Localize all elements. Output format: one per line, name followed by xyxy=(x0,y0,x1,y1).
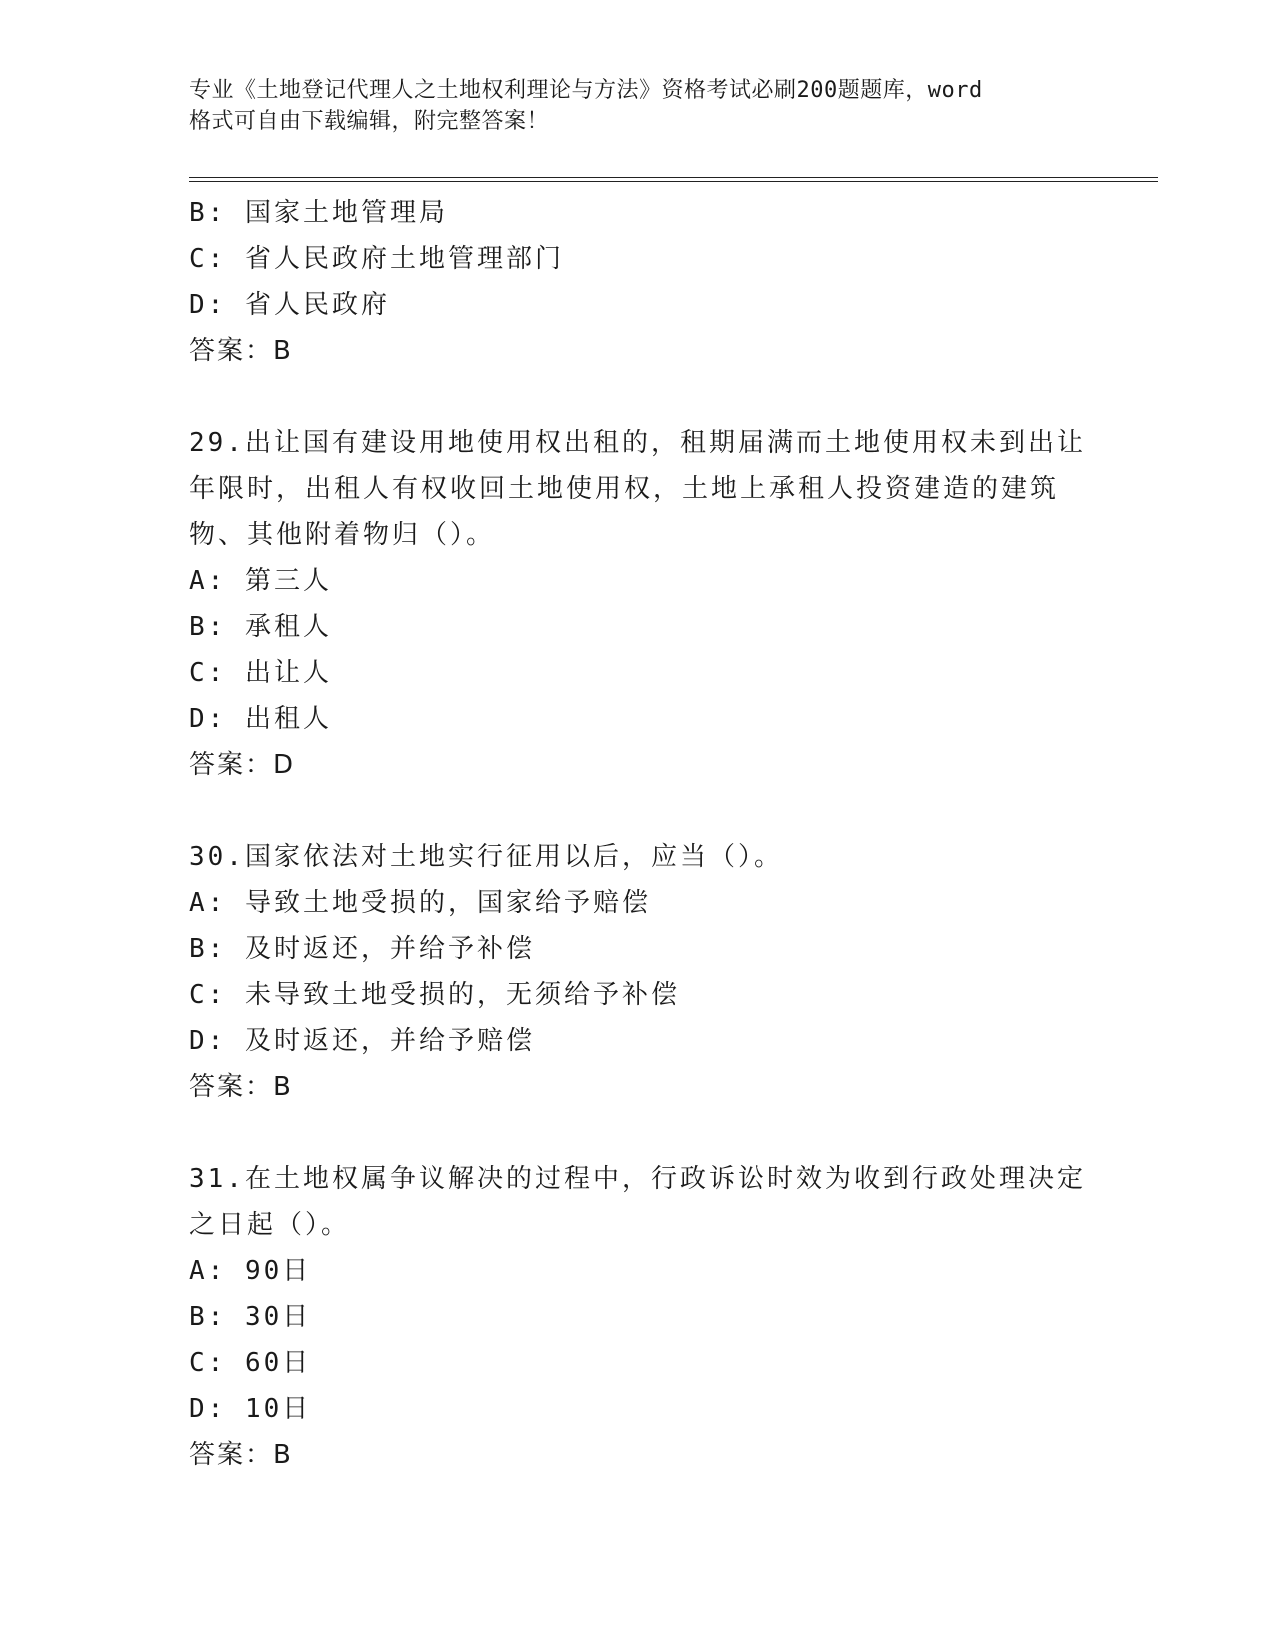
stem-line: 年限时，出租人有权收回土地使用权，土地上承租人投资建造的建筑 xyxy=(189,474,1060,504)
option-c: C: 省人民政府土地管理部门 xyxy=(189,244,564,274)
option-a: A: 第三人 xyxy=(189,566,332,596)
option-d: D: 省人民政府 xyxy=(189,290,390,320)
option-c: C: 出让人 xyxy=(189,658,332,688)
answer-line: 答案：D xyxy=(189,750,296,780)
question-31 xyxy=(189,1156,1089,1478)
answer-line: 答案：B xyxy=(189,1072,293,1102)
option-a: A: 90日 xyxy=(189,1256,312,1286)
stem-line: 31.在土地权属争议解决的过程中，行政诉讼时效为收到行政处理决定 xyxy=(189,1164,1086,1194)
option-d: D: 出租人 xyxy=(189,704,332,734)
question-stem xyxy=(189,1156,1089,1248)
stem-line: 30.国家依法对土地实行征用以后，应当（）。 xyxy=(189,842,783,872)
option-d: D: 及时返还，并给予赔偿 xyxy=(189,1026,535,1056)
spacer xyxy=(189,1110,1089,1156)
stem-line: 物、其他附着物归（）。 xyxy=(189,520,496,550)
carryover-question xyxy=(189,190,1089,374)
option-b: B: 及时返还，并给予补偿 xyxy=(189,934,535,964)
question-stem xyxy=(189,420,1089,558)
option-b: B: 30日 xyxy=(189,1302,312,1332)
answer-line: 答案：B xyxy=(189,1440,293,1470)
option-b: B: 国家土地管理局 xyxy=(189,198,448,228)
answer-line: 答案：B xyxy=(189,336,293,366)
header-line-2: 格式可自由下载编辑，附完整答案！ xyxy=(189,109,550,134)
stem-line: 之日起（）。 xyxy=(189,1210,351,1240)
stem-line: 29.出让国有建设用地使用权出租的，租期届满而土地使用权未到出让 xyxy=(189,428,1086,458)
option-d: D: 10日 xyxy=(189,1394,312,1424)
question-stem xyxy=(189,834,1089,880)
document-header xyxy=(189,75,1089,137)
question-30 xyxy=(189,834,1089,1110)
option-a: A: 导致土地受损的，国家给予赔偿 xyxy=(189,888,651,918)
option-b: B: 承租人 xyxy=(189,612,332,642)
header-divider xyxy=(189,177,1158,182)
header-line-1: 专业《土地登记代理人之土地权利理论与方法》资格考试必刷200题题库，word xyxy=(189,78,983,103)
option-c: C: 60日 xyxy=(189,1348,312,1378)
option-c: C: 未导致土地受损的，无须给予补偿 xyxy=(189,980,680,1010)
question-29 xyxy=(189,420,1089,788)
spacer xyxy=(189,788,1089,834)
spacer xyxy=(189,374,1089,420)
question-list xyxy=(189,190,1089,1478)
